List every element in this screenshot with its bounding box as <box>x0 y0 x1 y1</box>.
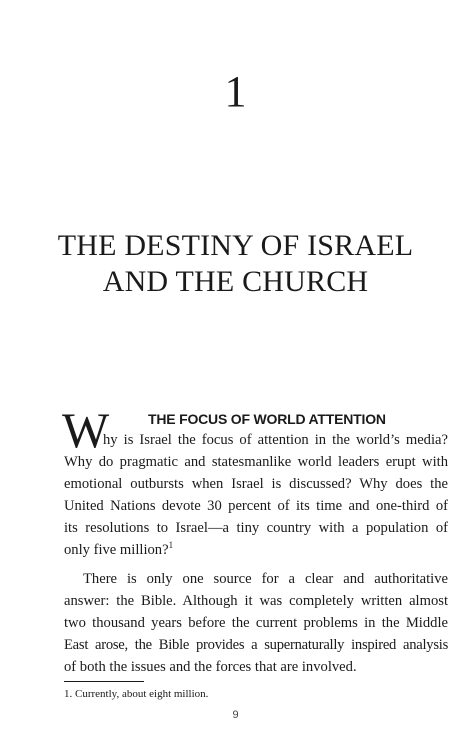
section-heading: THE FOCUS OF WORLD ATTENTION <box>148 411 386 427</box>
page-number: 9 <box>232 709 239 721</box>
paragraph-2-line-4: East arose, the Bible provides a supernaturally inspired analysis <box>64 637 448 653</box>
paragraph-2-line-3: two thousand years before the current problems in the Middle <box>64 615 448 631</box>
paragraph-2-line-5: of both the issues and the forces that are involved. <box>64 659 357 675</box>
paragraph-2-line-1: There is only one source for a clear and authoritative <box>83 571 448 587</box>
chapter-number: 1 <box>224 67 247 116</box>
paragraph-1-line-5: its resolutions to Israel—a tiny country with a population of <box>64 520 448 536</box>
paragraph-1-line-6 <box>64 540 173 560</box>
paragraph-1-line-2: Why do pragmatic and statesmanlike world leaders erupt with <box>64 454 448 470</box>
drop-cap: W <box>62 402 110 458</box>
paragraph-1-line-1: hy is Israel the focus of attention in the world’s media? <box>103 432 448 448</box>
paragraph-1-line-6-text: only five million? <box>64 542 169 558</box>
paragraph-2-line-2: answer: the Bible. Although it was completely written almost <box>64 593 448 609</box>
chapter-title-line-2: AND THE CHURCH <box>102 265 369 298</box>
chapter-title-line-1: THE DESTINY OF ISRAEL <box>57 229 414 262</box>
footnote: 1. Currently, about eight million. <box>64 688 209 700</box>
paragraph-1-line-3: emotional outbursts when Israel is discussed? Why does the <box>64 476 448 492</box>
footnote-marker: 1 <box>168 540 174 551</box>
chapter-title <box>0 228 471 300</box>
footnote-rule <box>64 681 144 682</box>
paragraph-1-line-4: United Nations devote 30 percent of its time and one-third of <box>64 498 448 514</box>
